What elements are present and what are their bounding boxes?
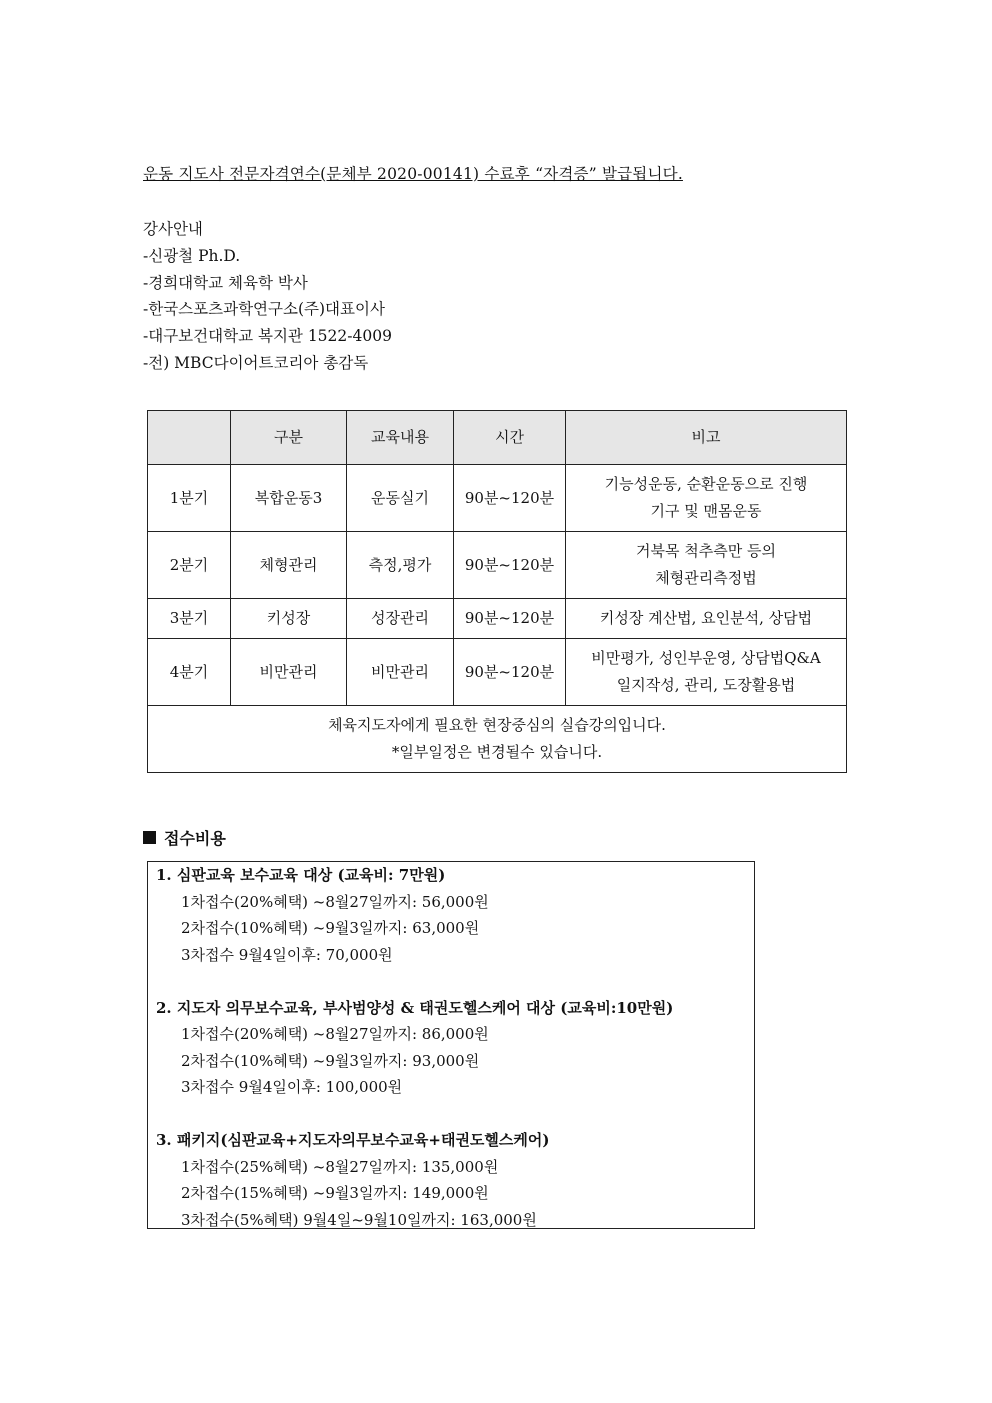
- square-bullet-icon: [143, 831, 156, 844]
- fee-item: 3차접수 9월4일이후: 70,000원: [181, 945, 393, 964]
- note-line: 일지작성, 관리, 도장활용법: [616, 676, 796, 694]
- instructor-line: -대구보건대학교 복지관 1522-4009: [143, 327, 392, 346]
- category-cell: 체형관리: [231, 532, 347, 599]
- note-line: 키성장 계산법, 요인분석, 상담법: [599, 609, 813, 627]
- table-row: [148, 599, 847, 639]
- fee-item: 3차접수(5%혜택) 9월4일~9월10일까지: 163,000원: [181, 1210, 537, 1229]
- spacer: [156, 1101, 754, 1128]
- time-cell: 90분~120분: [454, 599, 566, 639]
- fee-item: 2차접수(10%혜택) ~9월3일까지: 63,000원: [181, 919, 480, 937]
- fee-section-title: [143, 826, 226, 849]
- spacer: [156, 968, 754, 995]
- note-line: 기능성운동, 순환운동으로 진행: [604, 475, 808, 493]
- note-line: 기구 및 맨몸운동: [650, 502, 762, 520]
- time-cell: 90분~120분: [454, 532, 566, 599]
- quarter-cell: 2분기: [148, 532, 231, 599]
- instructor-section: [143, 216, 392, 377]
- table-row: [148, 639, 847, 706]
- fee-box: [147, 861, 755, 1229]
- header-cell: 교육내용: [347, 411, 454, 465]
- note-cell: [566, 599, 847, 639]
- fee-item: 3차접수 9월4일이후: 100,000원: [181, 1078, 403, 1096]
- table-row: [148, 465, 847, 532]
- note-cell: [566, 465, 847, 532]
- time-cell: 90분~120분: [454, 639, 566, 706]
- note-line: 비만평가, 성인부운영, 상담법Q&A: [591, 649, 821, 667]
- fee-item: 1차접수(20%혜택) ~8월27일까지: 86,000원: [181, 1025, 489, 1043]
- schedule-table: [147, 410, 847, 773]
- quarter-cell: 1분기: [148, 465, 231, 532]
- instructor-line: -한국스포츠과학연구소(주)대표이사: [143, 300, 385, 319]
- fee-item: 2차접수(15%혜택) ~9월3일까지: 149,000원: [181, 1184, 489, 1202]
- fee-group-heading: 3. 패키지(심판교육+지도자의무보수교육+태권도헬스케어): [156, 1131, 550, 1149]
- header-cell: 비고: [566, 411, 847, 465]
- content-cell: 운동실기: [347, 465, 454, 532]
- certificate-notice: 운동 지도사 전문자격연수(문체부 2020-00141) 수료후 “자격증” 발급됩니다.: [143, 165, 683, 183]
- footer-line: *일부일정은 변경될수 있습니다.: [391, 743, 603, 761]
- quarter-cell: 3분기: [148, 599, 231, 639]
- footer-line: 체육지도자에게 필요한 현장중심의 실습강의입니다.: [328, 716, 666, 734]
- instructor-title: 강사안내: [143, 220, 203, 238]
- fee-item: 1차접수(20%혜택) ~8월27일까지: 56,000원: [181, 892, 489, 911]
- instructor-line: -신광철 Ph.D.: [143, 246, 241, 265]
- category-cell: 비만관리: [231, 639, 347, 706]
- header-cell: 구분: [231, 411, 347, 465]
- quarter-cell: 4분기: [148, 639, 231, 706]
- fee-item: 2차접수(10%혜택) ~9월3일까지: 93,000원: [181, 1051, 480, 1070]
- fee-item: 1차접수(25%혜택) ~8월27일까지: 135,000원: [181, 1157, 499, 1176]
- content-cell: 비만관리: [347, 639, 454, 706]
- fee-group-heading: 1. 심판교육 보수교육 대상 (교육비: 7만원): [156, 866, 446, 884]
- time-cell: 90분~120분: [454, 465, 566, 532]
- content-cell: 측정,평가: [347, 532, 454, 599]
- instructor-line: -경희대학교 체육학 박사: [143, 273, 308, 292]
- table-header-row: [148, 411, 847, 465]
- table-footer-row: [148, 706, 847, 773]
- note-cell: [566, 532, 847, 599]
- fee-title-text: 접수비용: [164, 829, 226, 848]
- note-line: 거북목 척추측만 등의: [636, 542, 776, 560]
- fee-group-heading: 2. 지도자 의무보수교육, 부사범양성 & 태권도헬스케어 대상 (교육비:10만원): [156, 998, 674, 1017]
- category-cell: 키성장: [231, 599, 347, 639]
- note-cell: [566, 639, 847, 706]
- table-row: [148, 532, 847, 599]
- note-line: 체형관리측정법: [655, 569, 757, 587]
- header-cell: 시간: [454, 411, 566, 465]
- category-cell: 복합운동3: [231, 465, 347, 532]
- content-cell: 성장관리: [347, 599, 454, 639]
- instructor-line: -전) MBC다이어트코리아 총감독: [143, 353, 369, 372]
- footer-cell: [148, 706, 847, 773]
- header-cell: [148, 411, 231, 465]
